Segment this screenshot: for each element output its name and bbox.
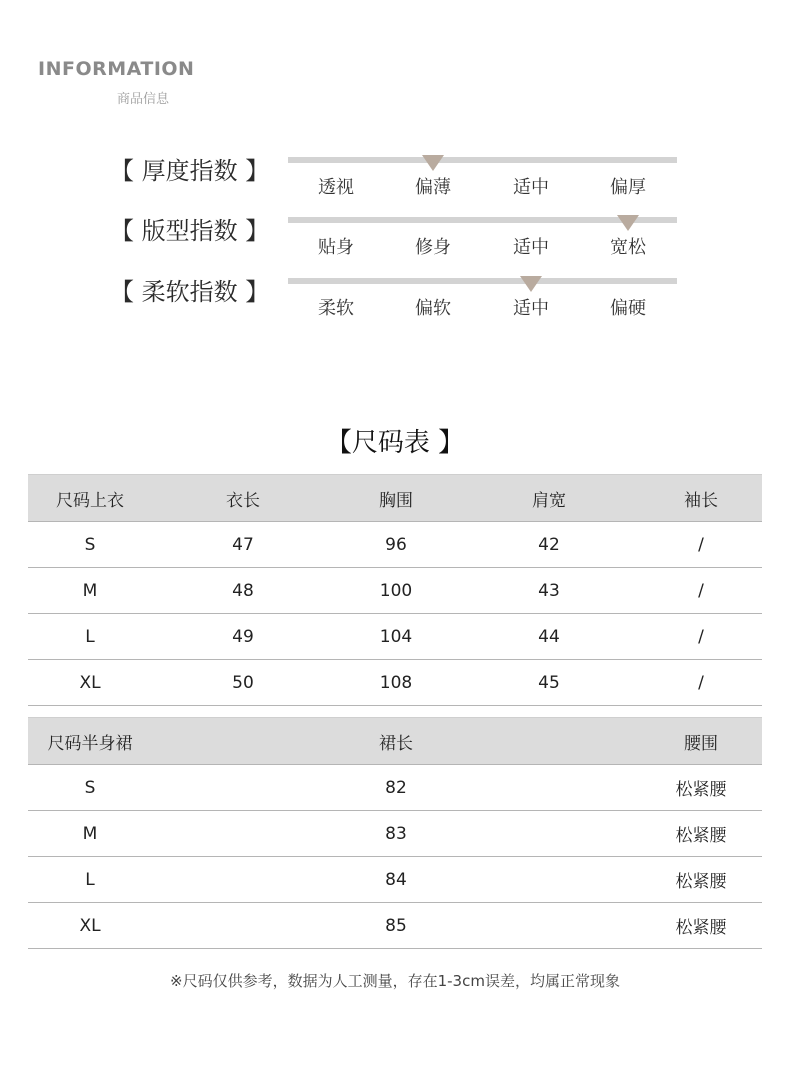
table-row xyxy=(28,765,762,811)
table-cell: L xyxy=(28,857,152,903)
table-cell: 100 xyxy=(334,568,458,614)
table-cell: 104 xyxy=(334,614,458,660)
table-cell: S xyxy=(28,765,152,811)
index-option: 偏薄 xyxy=(415,177,451,198)
table-cell: 松紧腰 xyxy=(640,903,762,949)
disclaimer-note: ※尺码仅供参考，数据为人工测量，存在1-3cm误差，均属正常现象 xyxy=(170,972,620,990)
table-cell: / xyxy=(640,614,762,660)
index-option: 贴身 xyxy=(318,237,354,258)
top-size-table xyxy=(28,474,762,706)
index-option: 偏硬 xyxy=(610,298,646,319)
table-row xyxy=(28,660,762,706)
table-cell: 47 xyxy=(152,522,334,568)
index-label: 【 版型指数 】 xyxy=(110,217,270,245)
index-option: 适中 xyxy=(513,237,549,258)
table-cell: / xyxy=(640,660,762,706)
index-marker-icon xyxy=(520,276,542,292)
table-cell: 42 xyxy=(458,522,640,568)
table-cell: 50 xyxy=(152,660,334,706)
table-row xyxy=(28,903,762,949)
table-row xyxy=(28,568,762,614)
table-cell: XL xyxy=(28,903,152,949)
table-cell: 49 xyxy=(152,614,334,660)
table-cell: XL xyxy=(28,660,152,706)
table-row xyxy=(28,614,762,660)
table-header-cell: 尺码上衣 xyxy=(28,475,152,522)
table-cell: 82 xyxy=(152,765,640,811)
table-header-cell: 胸围 xyxy=(334,475,458,522)
table-cell: 松紧腰 xyxy=(640,811,762,857)
table-cell: L xyxy=(28,614,152,660)
table-row xyxy=(28,522,762,568)
table-header-cell: 袖长 xyxy=(640,475,762,522)
table-cell: 松紧腰 xyxy=(640,857,762,903)
table-header-cell: 衣长 xyxy=(152,475,334,522)
index-option: 适中 xyxy=(513,298,549,319)
table-cell: 108 xyxy=(334,660,458,706)
table-cell: M xyxy=(28,568,152,614)
table-header-cell: 裙长 xyxy=(152,718,640,765)
table-cell: S xyxy=(28,522,152,568)
index-option: 偏厚 xyxy=(610,177,646,198)
index-option: 柔软 xyxy=(318,298,354,319)
index-row-fit xyxy=(0,217,790,277)
table-cell: / xyxy=(640,568,762,614)
table-header-cell: 腰围 xyxy=(640,718,762,765)
table-cell: 84 xyxy=(152,857,640,903)
index-marker-icon xyxy=(422,155,444,171)
info-title: INFORMATION xyxy=(38,58,195,80)
index-option: 修身 xyxy=(415,237,451,258)
table-cell: 96 xyxy=(334,522,458,568)
table-cell: 43 xyxy=(458,568,640,614)
table-cell: 83 xyxy=(152,811,640,857)
table-cell: / xyxy=(640,522,762,568)
table-cell: 85 xyxy=(152,903,640,949)
table-header-cell: 肩宽 xyxy=(458,475,640,522)
index-option: 偏软 xyxy=(415,298,451,319)
info-subtitle: 商品信息 xyxy=(117,92,170,107)
index-option: 适中 xyxy=(513,177,549,198)
index-label: 【 厚度指数 】 xyxy=(110,157,270,185)
table-cell: 松紧腰 xyxy=(640,765,762,811)
table-cell: 44 xyxy=(458,614,640,660)
index-row-thickness xyxy=(0,157,790,217)
index-label: 【 柔软指数 】 xyxy=(110,278,270,306)
table-header-row xyxy=(28,718,762,765)
table-row xyxy=(28,811,762,857)
skirt-size-table xyxy=(28,717,762,949)
index-bar xyxy=(288,157,677,163)
size-chart-title: 【尺码表 】 xyxy=(325,428,465,458)
index-row-softness xyxy=(0,278,790,338)
index-bar xyxy=(288,278,677,284)
table-cell: M xyxy=(28,811,152,857)
table-cell: 48 xyxy=(152,568,334,614)
index-marker-icon xyxy=(617,215,639,231)
index-option: 宽松 xyxy=(610,237,646,258)
table-header-row xyxy=(28,475,762,522)
table-cell: 45 xyxy=(458,660,640,706)
table-row xyxy=(28,857,762,903)
table-header-cell: 尺码半身裙 xyxy=(28,718,152,765)
index-option: 透视 xyxy=(318,177,354,198)
